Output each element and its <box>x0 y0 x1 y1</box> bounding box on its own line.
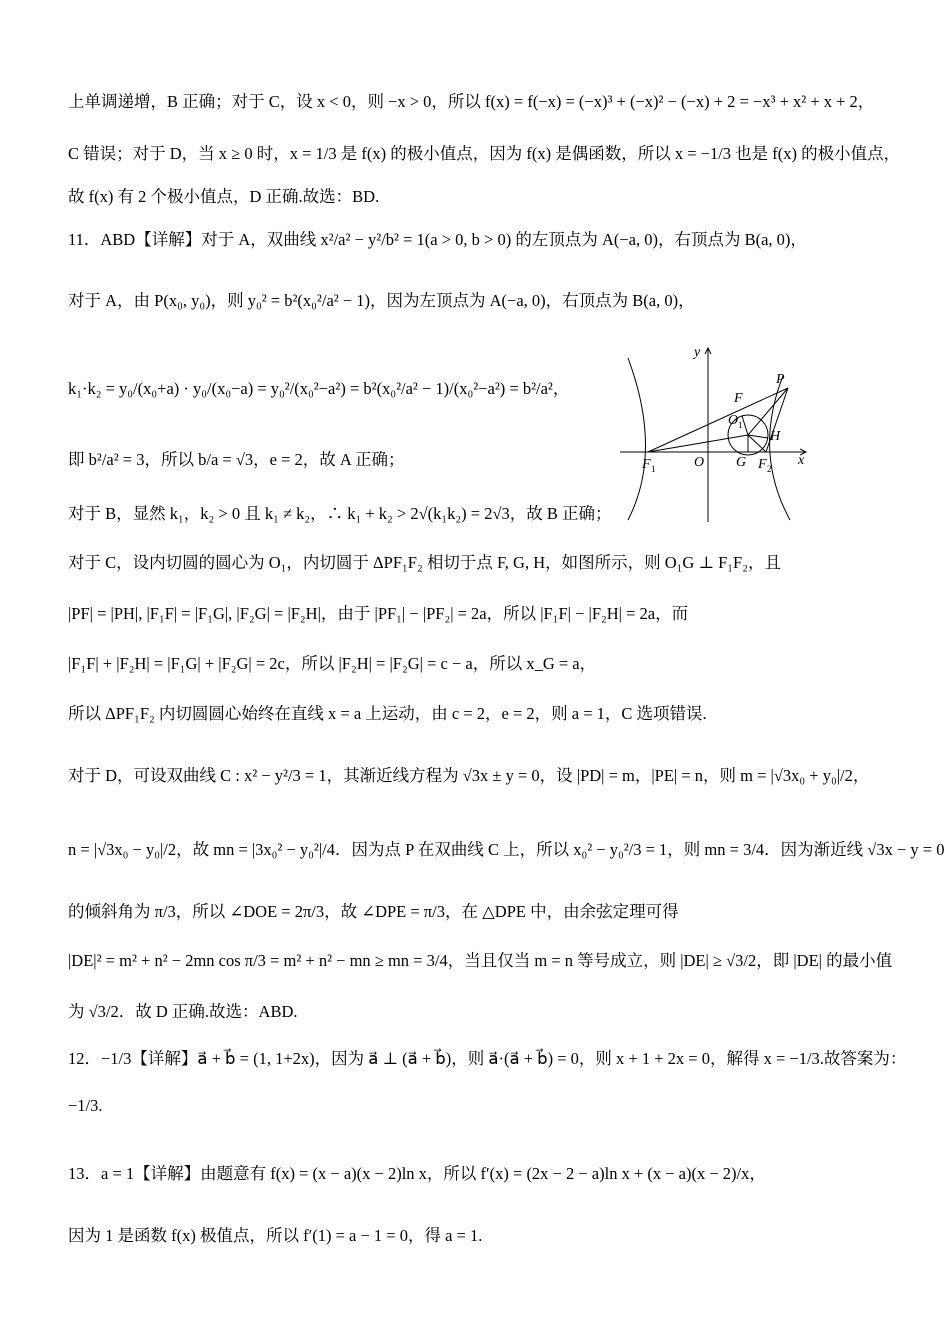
label-P: P <box>776 372 785 387</box>
problem-13-line-2: 因为 1 是函数 f(x) 极值点，所以 f′(1) = a − 1 = 0，得 a = 1. <box>68 1226 483 1245</box>
label-G: G <box>736 455 747 470</box>
label-F2-sub: 2 <box>767 464 772 474</box>
segment-F1-incenter <box>648 435 748 452</box>
problem-11-line-12: 的倾斜角为 π/3，所以 ∠DOE = 2π/3，故 ∠DPE = π/3，在 △DPE 中，由余弦定理可得 <box>68 902 679 921</box>
problem-11-line-13: |DE|² = m² + n² − 2mn cos π/3 = m² + n² − mn ≥ mn = 3/4，当且仅当 m = n 等号成立，则 |DE| ≥ √3/2，即 |DE| 的最小值 <box>68 951 893 970</box>
problem-11-line-5: 对于 B，显然 k₁，k₂ > 0 且 k₁ ≠ k₂，∴ k₁ + k₂ > 2√(k₁k₂) = 2√3，故 B 正确； <box>68 504 612 523</box>
line-2: C 错误；对于 D，当 x ≥ 0 时，x = 1/3 是 f(x) 的极小值点，因为 f(x) 是偶函数，所以 x = −1/3 也是 f(x) 的极小值点， <box>68 144 901 163</box>
problem-12-line-1: 12．−1/3【详解】a⃗ + b⃗ = (1, 1+2x)，因为 a⃗ ⊥ (a⃗ + b⃗)，则 a⃗·(a⃗ + b⃗) = 0，则 x + 1 + 2x = 0，解得 x = −1/3.故答案为： <box>68 1049 907 1068</box>
problem-11-line-8: |F₁F| + |F₂H| = |F₁G| + |F₂G| = 2c，所以 |F₂H| = |F₂G| = c − a，所以 x_G = a， <box>68 654 597 673</box>
label-O1-sub: 1 <box>738 420 743 430</box>
problem-11-line-14: 为 √3/2．故 D 正确.故选：ABD. <box>68 1002 298 1021</box>
label-x: x <box>798 453 805 468</box>
hyperbola-left-branch <box>628 358 646 520</box>
line-3: 故 f(x) 有 2 个极小值点，D 正确.故选：BD. <box>68 187 380 206</box>
problem-11-line-6: 对于 C，设内切圆的圆心为 O₁，内切圆于 ΔPF₁F₂ 相切于点 F, G, H，如图所示，则 O₁G ⊥ F₁F₂，且 <box>68 553 781 572</box>
problem-11-line-7: |PF| = |PH|, |F₁F| = |F₁G|, |F₂G| = |F₂H|，由于 |PF₁| − |PF₂| = 2a，所以 |F₁F| − |F₂H| = 2a，而 <box>68 604 689 623</box>
problem-13-line-1: 13．a = 1【详解】由题意有 f(x) = (x − a)(x − 2)ln x，所以 f′(x) = (2x − 2 − a)ln x + (x − a)(x − 2)/x， <box>68 1164 766 1183</box>
problem-11-line-2: 对于 A，由 P(x₀, y₀)，则 y₀² = b²(x₀²/a² − 1)，因为左顶点为 A(−a, 0)，右顶点为 B(a, 0)， <box>68 291 695 310</box>
label-F: F <box>734 391 743 406</box>
problem-11-line-9: 所以 ΔPF₁F₂ 内切圆圆心始终在直线 x = a 上运动，由 c = 2，e = 2，则 a = 1，C 选项错误. <box>68 704 707 723</box>
problem-11-line-3: k₁·k₂ = y₀/(x₀+a) · y₀/(x₀−a) = y₀²/(x₀²−a²) = b²(x₀²/a² − 1)/(x₀²−a²) = b²/a²， <box>68 379 570 398</box>
problem-11-line-1: 11．ABD【详解】对于 A，双曲线 x²/a² − y²/b² = 1(a > 0, b > 0) 的左顶点为 A(−a, 0)，右顶点为 B(a, 0)， <box>68 230 807 249</box>
label-O1: O <box>728 413 739 428</box>
segment-P-incenter <box>748 388 788 435</box>
segment-incenter-F <box>742 416 748 435</box>
label-F2: F <box>758 457 767 472</box>
label-y: y <box>694 345 701 360</box>
label-F1: F <box>642 457 651 472</box>
hyperbola-figure <box>618 340 818 525</box>
problem-11-line-10: 对于 D，可设双曲线 C : x² − y²/3 = 1，其渐近线方程为 √3x ± y = 0，设 |PD| = m，|PE| = n，则 m = |√3x₀ + y₀|/2， <box>68 766 870 785</box>
label-O: O <box>694 455 705 470</box>
line-1: 上单调递增，B 正确；对于 C，设 x < 0，则 −x > 0，所以 f(x) = f(−x) = (−x)³ + (−x)² − (−x) + 2 = −x³ + x² + x + 2， <box>68 92 875 111</box>
problem-12-line-2: −1/3. <box>68 1096 103 1115</box>
label-H: H <box>770 429 781 444</box>
problem-11-line-4: 即 b²/a² = 3，所以 b/a = √3，e = 2，故 A 正确； <box>68 450 405 469</box>
problem-11-line-11: n = |√3x₀ − y₀|/2，故 mn = |3x₀² − y₀²|/4．因为点 P 在双曲线 C 上，所以 x₀² − y₀²/3 = 1，则 mn = 3/4．因为渐近线 √3x − y = 0 <box>68 840 945 859</box>
label-F1-sub: 1 <box>651 464 656 474</box>
